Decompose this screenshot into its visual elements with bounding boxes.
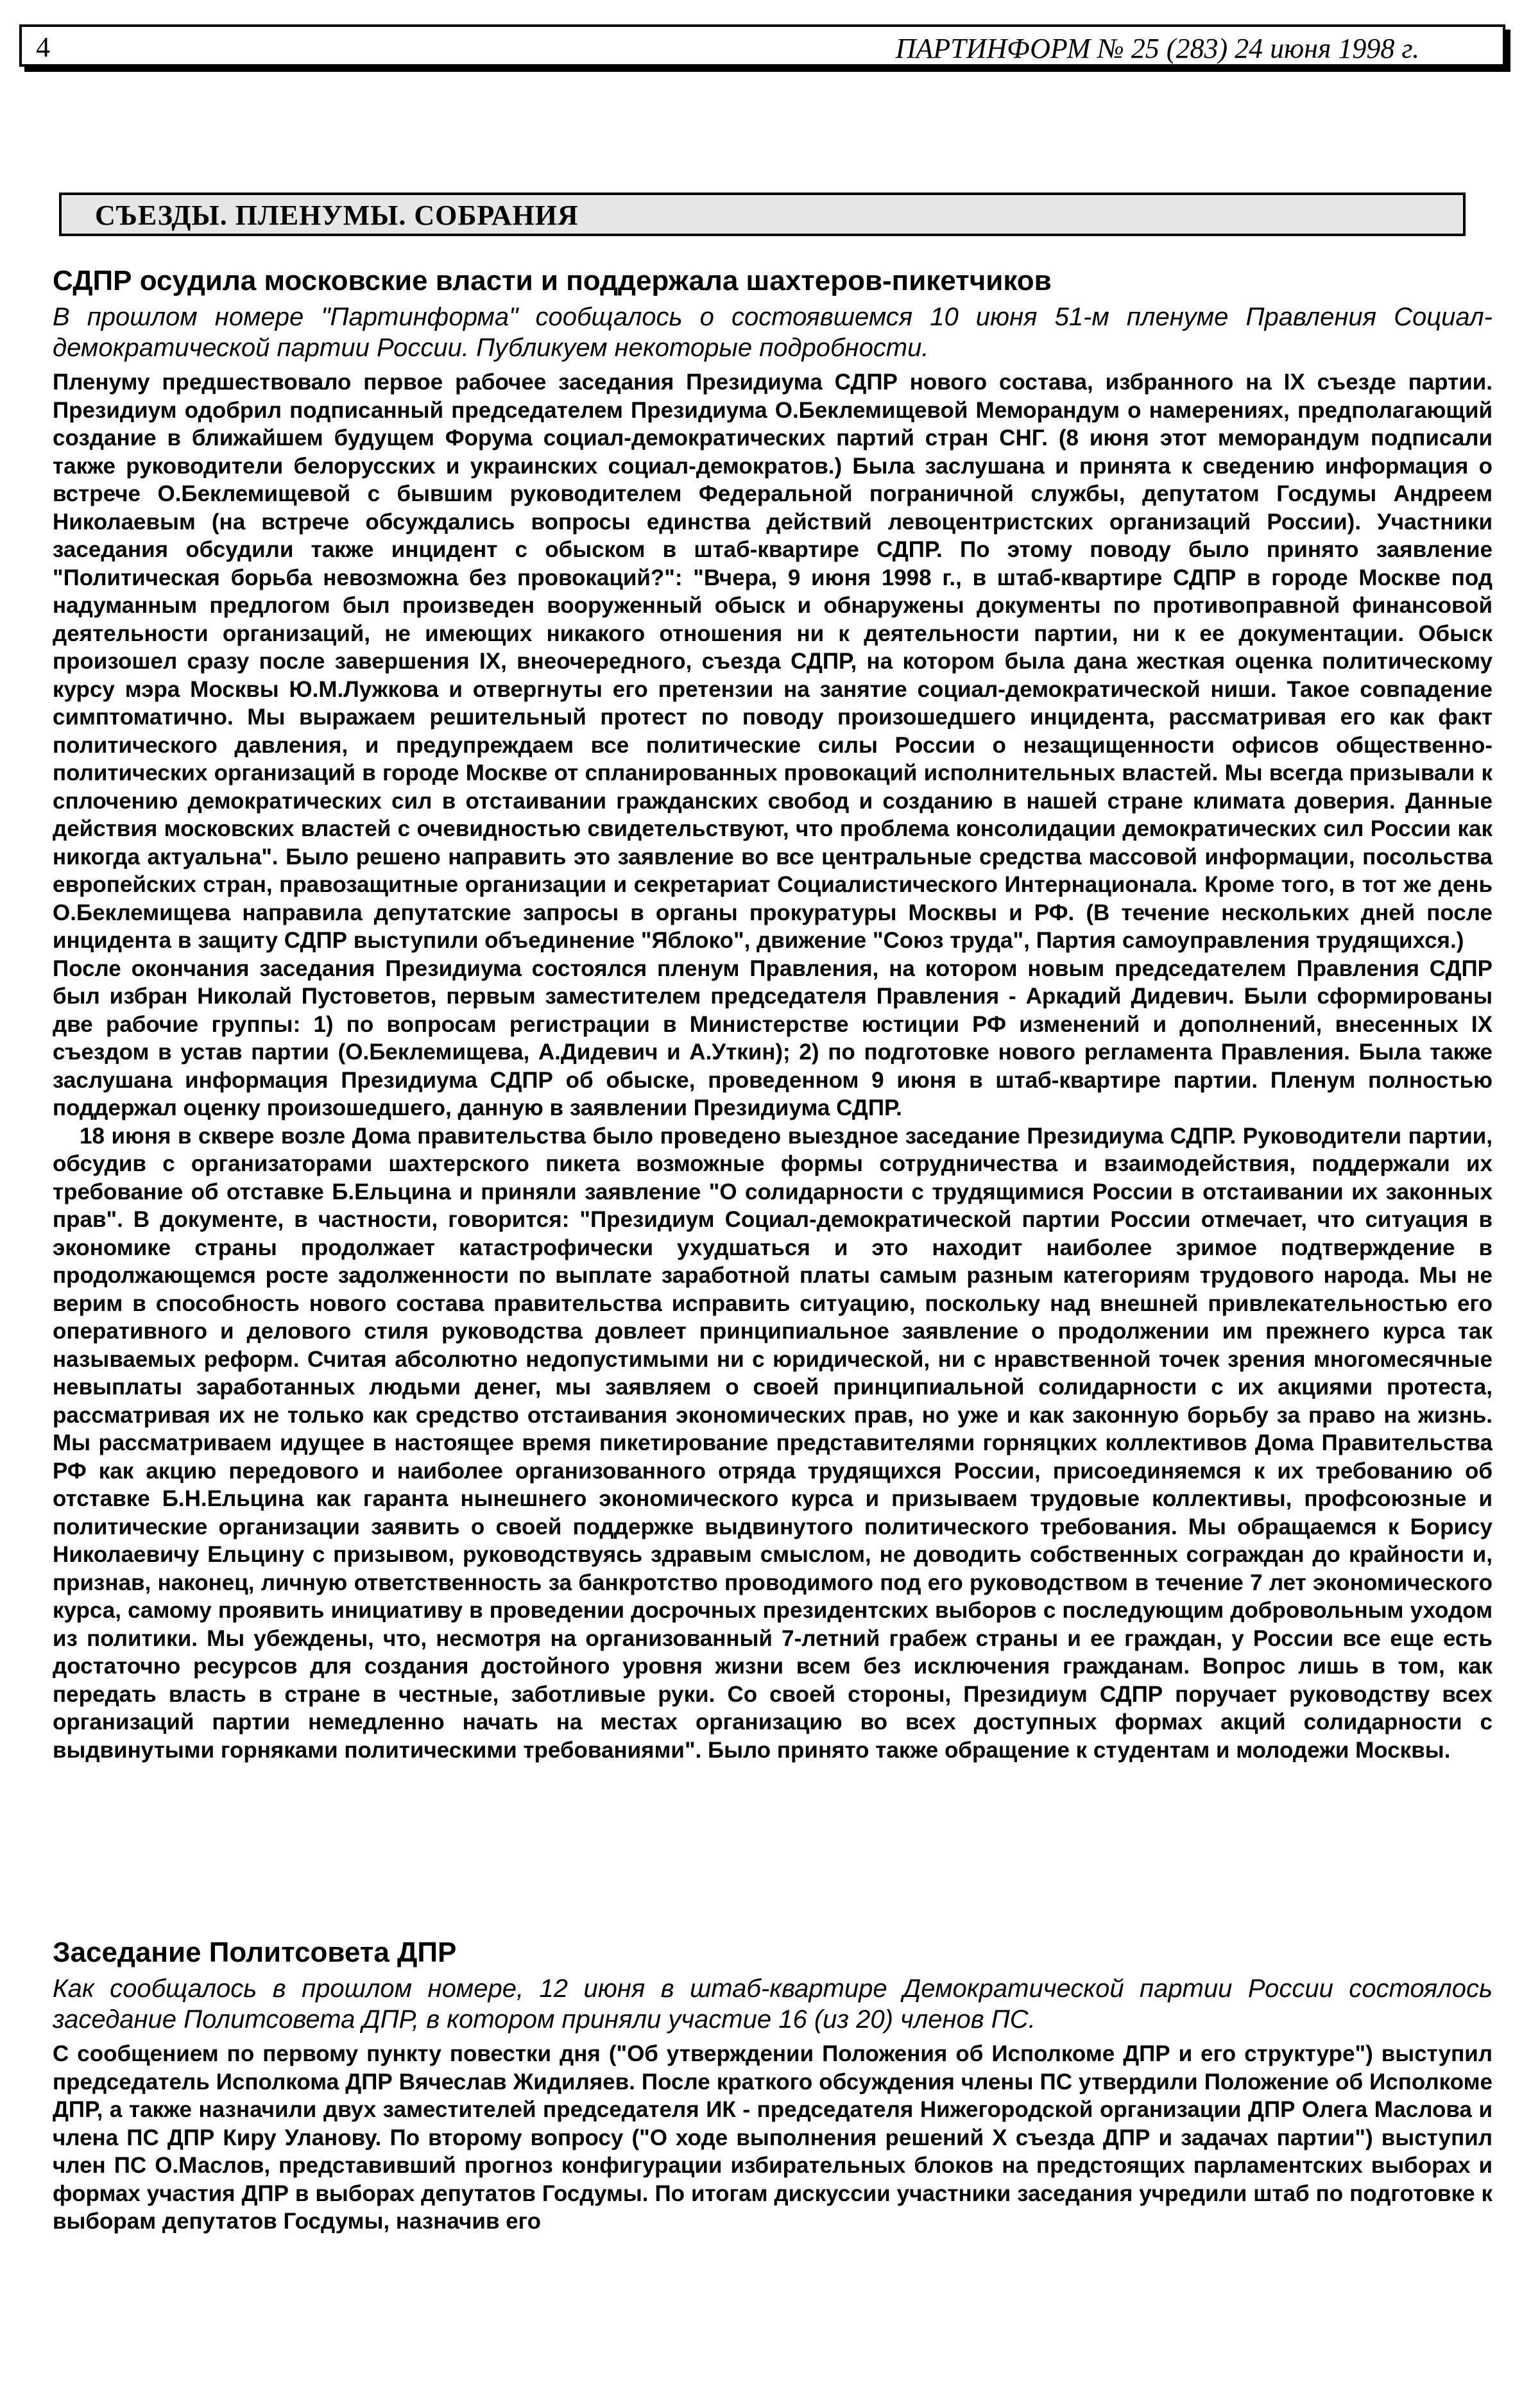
article-lead: Как сообщалось в прошлом номере, 12 июня в штаб-квартире Демократической партии России состоялось заседание Политсовета ДПР, в котором приняли участие 16 (из 20) членов ПС. xyxy=(53,1975,1493,2034)
section-heading-box xyxy=(59,193,1466,236)
page-number: 4 xyxy=(36,31,50,63)
section-title: СЪЕЗДЫ. ПЛЕНУМЫ. СОБРАНИЯ xyxy=(95,200,579,231)
article-dpr xyxy=(53,1935,1493,2236)
article-headline: Заседание Политсовета ДПР xyxy=(53,1937,457,1968)
article-paragraph: С сообщением по первому пункту повестки дня ("Об утверждении Положения об Исполкоме ДПР и его структуре") выступил председатель Исполкома ДПР Вячеслав Жидиляев. После краткого обсуждения члены ПС утвердили Положение об Исполкоме ДПР, а также назначили двух заместителей председателя ИК - председателя Нижегородской организации ДПР Олега Маслова и члена ПС ДПР Киру Уланову. По второму вопросу ("О ходе выполнения решений X съезда ДПР и задачах партии") выступил член ПС О.Маслов, представивший прогноз конфигурации избирательных блоков на предстоящих парламентских выборах и формах участия ДПР в выборах депутатов Госдумы. По итогам дискуссии участники заседания учредили штаб по подготовке к выборам депутатов Госдумы, назначив его xyxy=(53,2041,1493,2234)
article-paragraph: После окончания заседания Президиума состоялся пленум Правления, на котором новым председателем Правления СДПР был избран Николай Пустоветов, первым заместителем председателя Правления - Аркадий Дидевич. Были сформированы две рабочие группы: 1) по вопросам регистрации в Министерстве юстиции РФ изменений и дополнений, внесенных IX съездом в устав партии (О.Беклемищева, А.Дидевич и А.Уткин); 2) по подготовке нового регламента Правления. Была также заслушана информация Президиума СДПР об обыске, проведенном 9 июня в штаб-квартире партии. Пленум полностью поддержал оценку произошедшего, данную в заявлении Президиума СДПР. xyxy=(53,955,1493,1120)
running-head-title: ПАРТИНФОРМ № 25 (283) 24 июня 1998 г. xyxy=(895,33,1419,64)
article-lead: В прошлом номере "Партинформа" сообщалось о состоявшемся 10 июня 51-м пленуме Правления Социал-демократической партии России. Публикуем некоторые подробности. xyxy=(53,303,1493,362)
article-paragraph: Пленуму предшествовало первое рабочее заседания Президиума СДПР нового состава, избранного на IX съезде партии. Президиум одобрил подписанный председателем Президиума О.Беклемищевой Меморандум о намерениях, предполагающий создание в ближайшем будущем Форума социал-демократических партий стран СНГ. (8 июня этот меморандум подписали также руководители белорусских и украинских социал-демократов.) Была заслушана и принята к сведению информация о встрече О.Беклемищевой с бывшим руководителем Федеральной пограничной службы, депутатом Госдумы Андреем Николаевым (на встрече обсуждались вопросы единства действий левоцентристских организаций России). Участники заседания обсудили также инцидент с обыском в штаб-квартире СДПР. По этому поводу было принято заявление "Политическая борьба невозможна без провокаций?": "Вчера, 9 июня 1998 г., в штаб-квартире СДПР в городе Москве под надуманным предлогом был произведен вооруженный обыск и обнаружены документы по противоправной финансовой деятельности организаций, не имеющих никакого отношения ни к деятельности партии, ни к ее документации. Обыск произошел сразу после завершения IX, внеочередного, съезда СДПР, на котором была дана жесткая оценка политическому курсу мэра Москвы Ю.М.Лужкова и отвергнуты его претензии на занятие социал-демократической ниши. Такое совпадение симптоматично. Мы выражаем решительный протест по поводу произошедшего инцидента, рассматривая его как факт политического давления, и предупреждаем все политические силы России о незащищенности офисов общественно-политических организаций в городе Москве от спланированных провокаций исполнительных властей. Мы всегда призывали к сплочению демократических сил в отстаивании гражданских свобод и созданию в нашей стране климата доверия. Данные действия московских властей с очевидностью свидетельствуют, что проблема консолидации демократических сил России как никогда актуальна". Было решено направить это заявление во все центральные средства массовой информации, посольства европейских стран, правозащитные организации и секретариат Социалистического Интернационала. Кроме того, в тот же день О.Беклемищева направила депутатские запросы в органы прокуратуры Москвы и РФ. (В течение нескольких дней после инцидента в защиту СДПР выступили объединение "Яблоко", движение "Союз труда", Партия самоуправления трудящихся.) xyxy=(53,370,1493,953)
article-sdpr xyxy=(53,263,1493,1764)
article-headline: СДПР осудила московские власти и поддержала шахтеров-пикетчиков xyxy=(53,265,1052,296)
article-paragraph: 18 июня в сквере возле Дома правительства было проведено выездное заседание Президиума СДПР. Руководители партии, обсудив с организаторами шахтерского пикета возможные формы сотрудничества и взаимодействия, поддержали их требование об отставке Б.Ельцина и приняли заявление "О солидарности с трудящимися России в отстаивании их законных прав". В документе, в частности, говорится: "Президиум Социал-демократической партии России отмечает, что ситуация в экономике страны продолжает катастрофически ухудшаться и это находит наиболее зримое подтверждение в продолжающемся росте задолженности по выплате заработной платы самым разным категориям трудового народа. Мы не верим в способность нового состава правительства исправить ситуацию, поскольку над внешней привлекательностью его оперативного и делового стиля руководства довлеет принципиальное заявление о продолжении им прежнего курса так называемых реформ. Считая абсолютно недопустимыми ни с юридической, ни с нравственной точек зрения многомесячные невыплаты заработанных людьми денег, мы заявляем о своей принципиальной солидарности с их акциями протеста, рассматривая их не только как средство отстаивания экономических прав, но уже и как законную борьбу за право на жизнь. Мы рассматриваем идущее в настоящее время пикетирование представителями горняцких коллективов Дома Правительства РФ как акцию передового и наиболее организованного отряда трудящихся России, присоединяемся к их требованию об отставке Б.Н.Ельцина как гаранта нынешнего экономического курса и призываем трудовые коллективы, профсоюзные и политические организации заявить о своей поддержке выдвинутого политического требования. Мы обращаемся к Борису Николаевичу Ельцину с призывом, руководствуясь здравым смыслом, не доводить собственных сограждан до крайности и, признав, наконец, личную ответственность за банкротство проводимого под его руководством в течение 7 лет экономического курса, самому проявить инициативу в проведении досрочных президентских выборов с последующим добровольным уходом из политики. Мы убеждены, что, несмотря на организованный 7-летний грабеж страны и ее граждан, у России все еще есть достаточно ресурсов для создания достойного уровня жизни всем без исключения гражданам. Вопрос лишь в том, как передать власть в стране в честные, заботливые руки. Со своей стороны, Президиум СДПР поручает руководству всех организаций партии немедленно начать на местах организацию во всех доступных формах акций солидарности с выдвинутыми горняками политическими требованиями". Было принято также обращение к студентам и молодежи Москвы. xyxy=(53,1123,1493,1763)
running-header xyxy=(19,24,1505,67)
